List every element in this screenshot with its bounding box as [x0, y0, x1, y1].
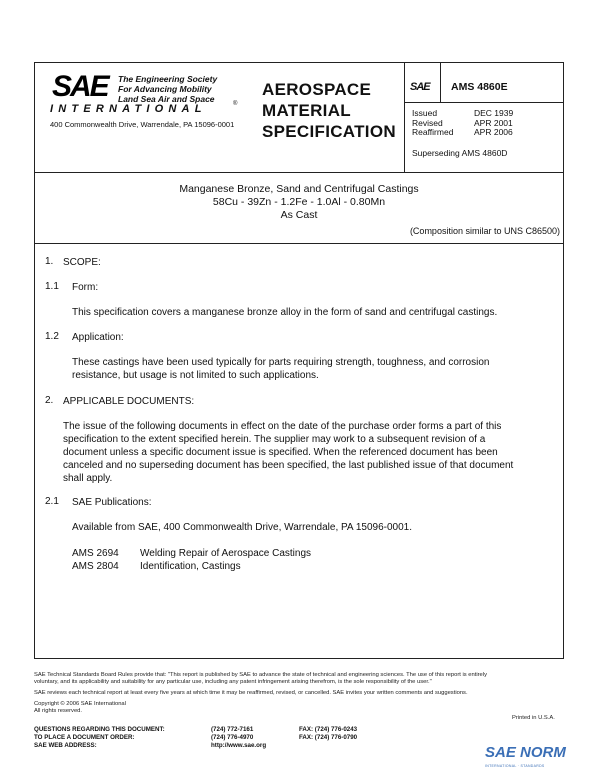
title-divider	[34, 243, 564, 244]
subsection-heading: Application:	[72, 332, 124, 343]
section-number: 2.1	[45, 496, 59, 507]
ams-number-divider	[404, 102, 564, 103]
sae-web-link[interactable]: http://www.sae.org	[211, 742, 267, 749]
subsection-heading: SAE Publications:	[72, 497, 152, 508]
paragraph: The issue of the following documents in effect on the date of the purchase order forms a part of this specification to the extent specified herein. The supplier may work to a subsequent revision of a document unless a specific document issue is specified. When the referenced document has been canceled and no superseding document has been specified, the last published issue of that document shall apply.	[63, 421, 514, 484]
printed-in: Printed in U.S.A.	[512, 715, 555, 721]
paragraph: Available from SAE, 400 Commonwealth Drive, Warrendale, PA 15096-0001.	[72, 522, 412, 533]
issue-history	[412, 109, 513, 138]
international-label: INTERNATIONAL	[50, 103, 207, 115]
issue-row: Issued DEC 1939	[412, 108, 514, 118]
subsection-heading: Form:	[72, 282, 99, 293]
header-divider	[34, 172, 564, 173]
superseding-note: Superseding AMS 4860D	[412, 148, 508, 158]
section-number: 2.	[45, 395, 54, 406]
section-heading: SCOPE:	[63, 257, 101, 268]
sae-address: 400 Commonwealth Drive, Warrendale, PA 15096-0001	[50, 120, 235, 129]
document-type-title: AEROSPACE MATERIAL SPECIFICATION	[262, 80, 396, 141]
footer-disclaimer: SAE Technical Standards Board Rules provide that: "This report is published by SAE to advance the state of technical and engineering sciences. The use of this report is entirely voluntary, and its applicability and suitability for any particular use, including any patent infringement arising therefrom, is the sole responsibility of the user." SAE reviews each technical report at least every five years at which time it may be reaffirmed, revised, or cancelled. SAE invites your written comments and suggestions. Copyright © 2006 SAE International All rights reserved.	[34, 672, 487, 714]
issue-row: Revised APR 2001	[412, 117, 513, 128]
condition-label: As Cast	[280, 209, 318, 221]
registered-mark: ®	[233, 101, 238, 107]
paragraph: These castings have been used typically for parts requiring strength, toughness, and corrosion resistance, but usage is not limited to such applications.	[72, 357, 490, 381]
reference-code: AMS 2694	[72, 548, 119, 559]
contact-phones: (724) 772-7161 (724) 776-4970 http://www.sae.org	[211, 726, 267, 749]
reference-code: AMS 2804	[72, 561, 119, 572]
material-title: Manganese Bronze, Sand and Centrifugal Castings	[179, 183, 419, 195]
paragraph: This specification covers a manganese bronze alloy in the form of sand and centrifugal castings.	[72, 307, 498, 318]
reference-title: Welding Repair of Aerospace Castings	[140, 548, 312, 559]
section-heading: APPLICABLE DOCUMENTS:	[63, 396, 195, 407]
society-tagline: The Engineering Society For Advancing Mobility Land Sea Air and Space	[118, 74, 218, 104]
sae-logo: SAE	[52, 70, 108, 103]
sae-norm-watermark-sub: INTERNATIONAL · STANDARDS	[485, 764, 545, 768]
issue-row: Reaffirmed APR 2006	[412, 127, 513, 137]
section-number: 1.	[45, 256, 54, 267]
contact-labels: QUESTIONS REGARDING THIS DOCUMENT: TO PLACE A DOCUMENT ORDER: SAE WEB ADDRESS:	[34, 726, 165, 749]
ams-number: AMS 4860E	[451, 81, 508, 93]
section-number: 1.1	[45, 281, 59, 292]
composition-formula: 58Cu - 39Zn - 1.2Fe - 1.0Al - 0.80Mn	[212, 196, 386, 208]
contact-faxes: FAX: (724) 776-0243 FAX: (724) 776-0790	[299, 726, 358, 741]
uns-composition: (Composition similar to UNS C86500)	[409, 226, 560, 236]
reference-title: Identification, Castings	[140, 561, 241, 572]
ams-small-divider	[440, 62, 441, 102]
header-vertical-divider	[404, 62, 405, 172]
section-number: 1.2	[45, 331, 59, 342]
sae-small-logo: SAE	[410, 81, 430, 93]
sae-norm-watermark: SAE NORM	[485, 744, 566, 761]
